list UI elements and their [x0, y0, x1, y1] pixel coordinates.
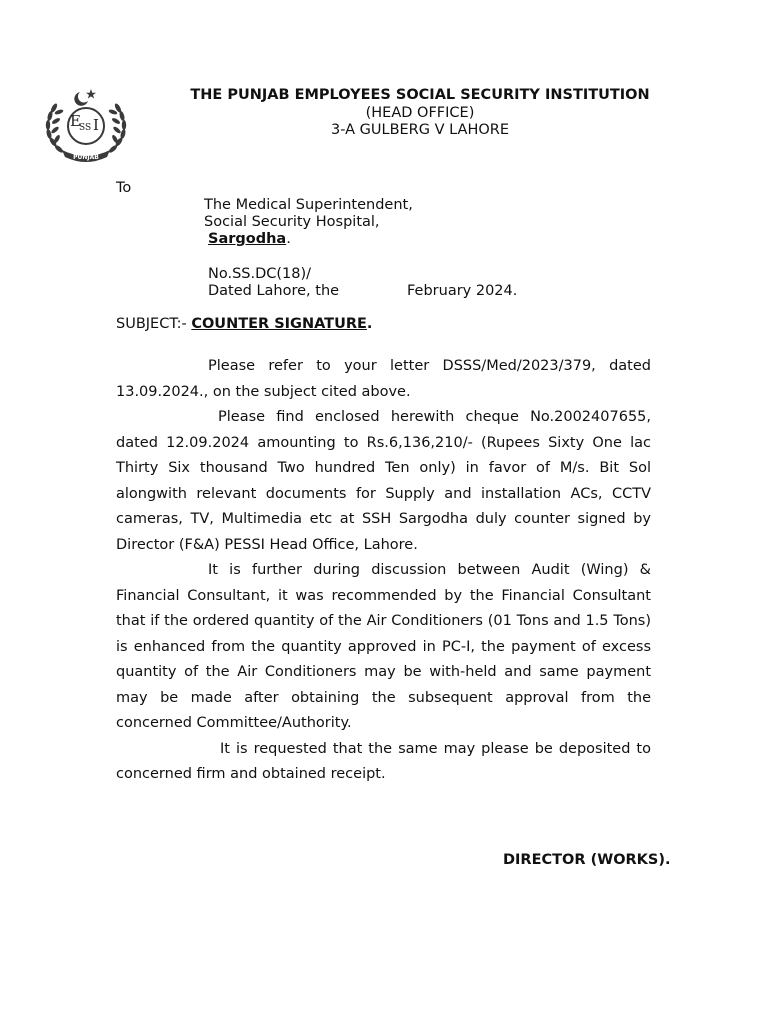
subject-punct: .	[366, 316, 373, 332]
essi-logo	[44, 86, 128, 166]
recipient-city: Sargodha	[208, 231, 287, 247]
recipient-city-punct: .	[286, 231, 291, 247]
recipient-line1: The Medical Superintendent,	[204, 197, 413, 213]
signature-block: DIRECTOR (WORKS).	[503, 852, 671, 868]
logo-letter-e: E	[70, 112, 81, 130]
paragraph-1: Please refer to your letter DSSS/Med/2023/379, dated 13.09.2024., on the subject cited above.	[116, 358, 651, 400]
logo-letter-i: I	[93, 116, 99, 134]
essi-emblem-icon	[44, 86, 128, 166]
dated-label: Dated Lahore, the	[208, 283, 340, 299]
office-address: 3-A GULBERG V LAHORE	[330, 122, 510, 138]
reference-number: No.SS.DC(18)/	[208, 266, 312, 282]
subject-label: SUBJECT:-	[116, 316, 192, 332]
recipient-line2: Social Security Hospital,	[204, 214, 380, 230]
recipient-city-line	[208, 231, 291, 248]
paragraph-3: It is further during discussion between Audit (Wing) & Financial Consultant, it was recommended by the Financial Consultant that if the ordered quantity of the Air Conditioners (01 Tons and 1.5 Tons) is enhanced from the quantity approved in PC-I, the payment of excess quantity of the Air Conditioners may be with-held and same payment may be made after obtaining the subsequent approval from the concerned Committee/Authority.	[116, 562, 651, 731]
to-label: To	[116, 180, 132, 196]
subject-text: COUNTER SIGNATURE	[191, 316, 367, 332]
logo-letters-ss: SS	[79, 123, 92, 133]
subject-line	[116, 316, 372, 333]
letter-body	[116, 354, 651, 788]
logo-band-text: PUNJAB	[73, 154, 99, 161]
paragraph-2: Please find enclosed herewith cheque No.2002407655, dated 12.09.2024 amounting to Rs.6,136,210/- (Rupees Sixty One lac Thirty Six thousand Two hundred Ten only) in favor of M/s. Bit Sol alongwith relevant documents for Supply and installation ACs, CCTV cameras, TV, Multimedia etc at SSH Sargodha duly counter signed by Director (F&A) PESSI Head Office, Lahore.	[116, 409, 651, 553]
letter-date: February 2024.	[407, 283, 518, 299]
org-name: THE PUNJAB EMPLOYEES SOCIAL SECURITY INSTITUTION	[190, 87, 650, 103]
paragraph-4: It is requested that the same may please be deposited to concerned firm and obtained receipt.	[116, 740, 651, 782]
office-name: (HEAD OFFICE)	[365, 105, 475, 121]
